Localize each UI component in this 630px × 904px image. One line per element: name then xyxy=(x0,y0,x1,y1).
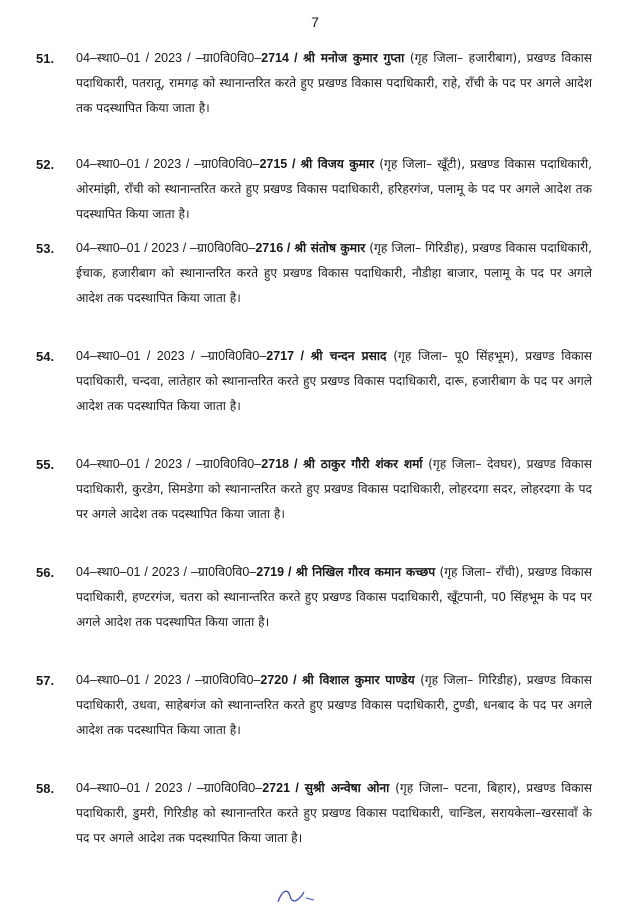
order-entry xyxy=(36,776,592,851)
order-entry xyxy=(36,152,592,227)
order-entry xyxy=(36,46,592,121)
officer-name: श्री संतोष कुमार xyxy=(294,241,366,255)
officer-name: श्री निखिल गौरव कमान कच्छप xyxy=(295,565,436,579)
reference-prefix: 04–स्था0–01 / 2023 / –ग्रा0वि0वि0– xyxy=(76,51,262,65)
reference-number: 2719 / xyxy=(256,565,292,579)
officer-name: श्री मनोज कुमार गुप्ता xyxy=(303,51,405,65)
entry-description: (गृह जिला– पटना, बिहार), प्रखण्ड विकास पदाधिकारी, डुमरी, गिरिडीह को स्थानान्तरित करते हुए प्रखण्ड विकास पदाधिकारी, चान्डिल, सरायकेला–खरसावाँ के पद पर अगले आदेश तक पदस्थापित किया जाता है। xyxy=(76,781,592,845)
entry-number: 52. xyxy=(36,157,55,172)
entry-description: (गृह जिला– खूँटी), प्रखण्ड विकास पदाधिकारी, ओरमांझी, राँची को स्थानान्तरित करते हुए प्रखण्ड विकास पदाधिकारी, हरिहरगंज, पलामू के पद पर अगले आदेश तक पदस्थापित किया जाता है। xyxy=(76,157,593,221)
reference-number: 2721 / xyxy=(262,781,299,795)
reference-prefix: 04–स्था0–01 / 2023 / –ग्रा0वि0वि0– xyxy=(76,241,256,255)
reference-prefix: 04–स्था0–01 / 2023 / –ग्रा0वि0वि0– xyxy=(76,157,260,171)
order-entry xyxy=(36,236,592,311)
officer-name: श्री ठाकुर गौरी शंकर शर्मा xyxy=(303,457,423,471)
entry-number: 51. xyxy=(36,51,55,66)
reference-number: 2720 / xyxy=(260,673,297,687)
reference-prefix: 04–स्था0–01 / 2023 / –ग्रा0वि0वि0– xyxy=(76,673,261,687)
reference-number: 2714 / xyxy=(261,51,298,65)
officer-name: श्री विजय कुमार xyxy=(300,157,375,171)
entry-text xyxy=(76,46,592,121)
reference-number: 2718 / xyxy=(261,457,298,471)
entry-description: (गृह जिला– गिरिडीह), प्रखण्ड विकास पदाधिकारी, ईचाक, हजारीबाग को स्थानान्तरित करते हुए प्रखण्ड विकास पदाधिकारी, नौडीहा बाजार, पलामू के पद पर अगले आदेश तक पदस्थापित किया जाता है। xyxy=(76,241,593,305)
entry-description: (गृह जिला– गिरिडीह), प्रखण्ड विकास पदाधिकारी, उधवा, साहेबगंज को स्थानान्तरित करते हुए प्रखण्ड विकास पदाधिकारी, टुण्डी, धनबाद के पद पर अगले आदेश तक पदस्थापित किया जाता है। xyxy=(76,673,593,737)
entry-text xyxy=(76,344,592,419)
order-entry xyxy=(36,668,592,743)
entry-number: 53. xyxy=(36,241,55,256)
reference-prefix: 04–स्था0–01 / 2023 / –ग्रा0वि0वि0– xyxy=(76,349,267,363)
reference-prefix: 04–स्था0–01 / 2023 / –ग्रा0वि0वि0– xyxy=(76,565,257,579)
reference-number: 2715 / xyxy=(259,157,296,171)
entry-number: 56. xyxy=(36,565,55,580)
order-entry xyxy=(36,452,592,527)
reference-number: 2716 / xyxy=(255,241,291,255)
signature-mark xyxy=(268,884,328,904)
entry-number: 58. xyxy=(36,781,55,796)
entry-text xyxy=(76,236,592,311)
order-entry xyxy=(36,344,592,419)
reference-prefix: 04–स्था0–01 / 2023 / –ग्रा0वि0वि0– xyxy=(76,781,263,795)
entry-text xyxy=(76,452,592,527)
order-entry xyxy=(36,560,592,635)
entry-number: 57. xyxy=(36,673,55,688)
reference-number: 2717 / xyxy=(266,349,304,363)
officer-name: श्री विशाल कुमार पाण्डेय xyxy=(301,673,415,687)
entry-number: 54. xyxy=(36,349,55,364)
entry-description: (गृह जिला– हजारीबाग), प्रखण्ड विकास पदाधिकारी, पतरातू, रामगढ़ को स्थानान्तरित करते हुए प्रखण्ड विकास पदाधिकारी, राहे, राँची के पद पर अगले आदेश तक पदस्थापित किया जाता है। xyxy=(76,51,593,115)
entry-text xyxy=(76,668,592,743)
entry-text xyxy=(76,560,592,635)
entry-description: (गृह जिला– पू0 सिंहभूम), प्रखण्ड विकास पदाधिकारी, चन्दवा, लातेहार को स्थानान्तरित करते हुए प्रखण्ड विकास पदाधिकारी, दारू, हजारीबाग के पद पर अगले आदेश तक पदस्थापित किया जाता है। xyxy=(76,349,592,413)
entry-text xyxy=(76,776,592,851)
entry-number: 55. xyxy=(36,457,55,472)
entry-text xyxy=(76,152,592,227)
page-number: 7 xyxy=(311,14,319,30)
reference-prefix: 04–स्था0–01 / 2023 / –ग्रा0वि0वि0– xyxy=(76,457,262,471)
officer-name: श्री चन्दन प्रसाद xyxy=(310,349,387,363)
entry-description: (गृह जिला– राँची), प्रखण्ड विकास पदाधिकारी, हण्टरगंज, चतरा को स्थानान्तरित करते हुए प्रखण्ड विकास पदाधिकारी, खूँटपानी, प0 सिंहभूम के पद पर अगले आदेश तक पदस्थापित किया जाता है। xyxy=(76,565,592,629)
entry-description: (गृह जिला– देवघर), प्रखण्ड विकास पदाधिकारी, कुरडेग, सिमडेगा को स्थानान्तरित करते हुए प्रखण्ड विकास पदाधिकारी, लोहरदगा सदर, लोहरदगा के पद पर अगले आदेश तक पदस्थापित किया जाता है। xyxy=(76,457,592,521)
officer-name: सुश्री अन्वेषा ओना xyxy=(304,781,390,795)
